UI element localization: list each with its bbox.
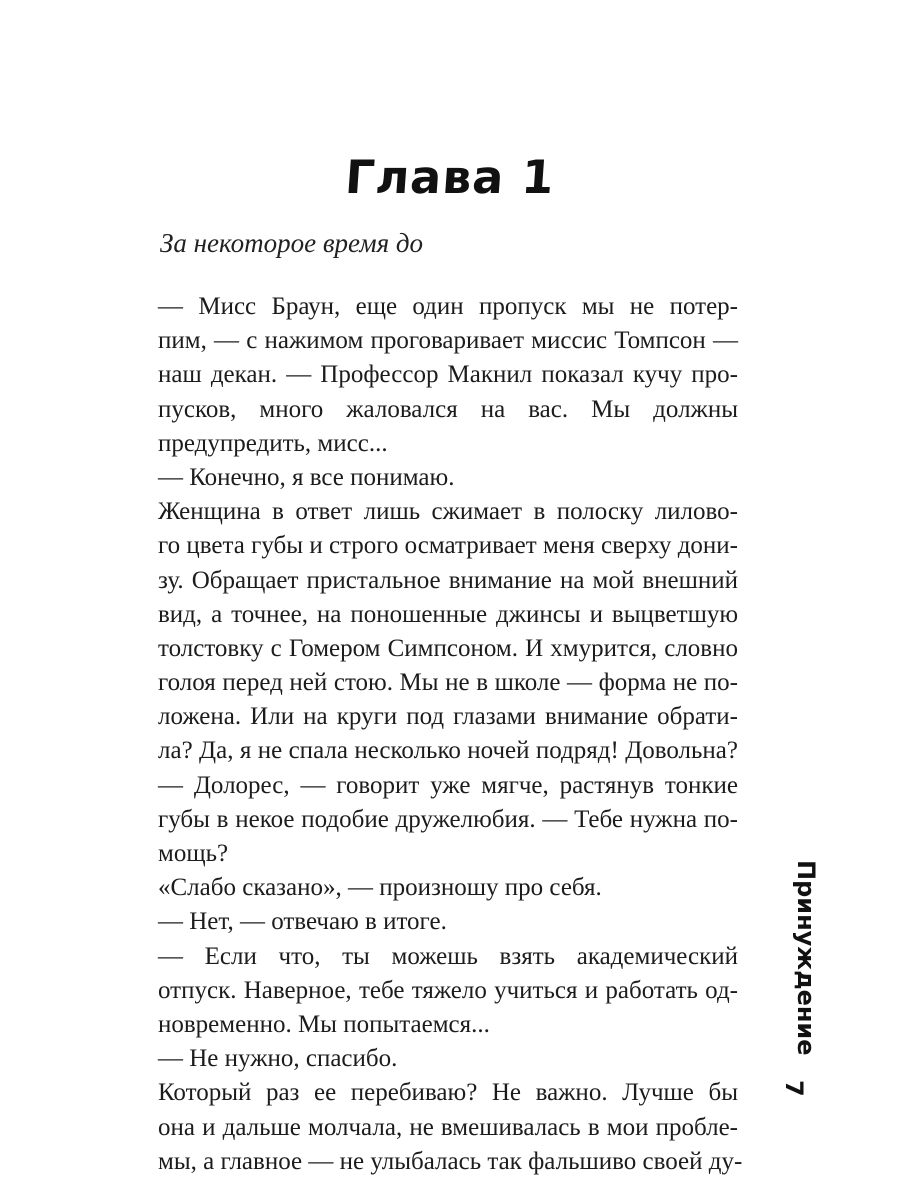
- text-line: отпуск. Наверное, тебе тяжело учиться и работать од-: [158, 976, 738, 1004]
- text-line: — Не нужно, спасибо.: [158, 1045, 398, 1073]
- running-head-text: Принуждение: [792, 860, 820, 1056]
- text-line: пим, — с нажимом проговаривает миссис Томпсон —: [158, 327, 738, 355]
- text-line: голоя перед ней стою. Мы не в школе — форма не по-: [158, 669, 738, 697]
- text-line: ла? Да, я не спала несколько ночей подряд! Довольна?: [158, 737, 738, 765]
- running-head: [786, 860, 826, 1060]
- chapter-title: Глава 1: [343, 150, 557, 204]
- text-line: — Долорес, — говорит уже мягче, растянув тонкие: [158, 771, 738, 799]
- text-line: — Конечно, я все понимаю.: [158, 463, 455, 491]
- text-line: — Нет, — отвечаю в итоге.: [158, 908, 447, 936]
- text-line: предупредить, мисс...: [158, 429, 388, 457]
- text-line: мощь?: [158, 840, 229, 867]
- text-line: губы в некое подобие дружелюбия. — Тебе нужна по-: [158, 805, 738, 833]
- text-line: наш декан. — Профессор Макнил показал кучу про-: [158, 361, 738, 389]
- text-line: Который раз ее перебиваю? Не важно. Лучше бы: [158, 1079, 738, 1107]
- text-line: пусков, много жаловался на вас. Мы должны: [158, 395, 738, 423]
- page-number-text: 7: [780, 1080, 808, 1097]
- body-text: [158, 290, 743, 1179]
- text-line: ложена. Или на круги под глазами внимание обрати-: [158, 703, 738, 731]
- text-line: новременно. Мы попытаемся...: [158, 1010, 490, 1038]
- text-line: толстовку с Гомером Симпсоном. И хмурится, словно: [158, 634, 738, 662]
- text-line: мы, а главное — не улыбалась так фальшиво своей ду-: [158, 1147, 743, 1175]
- page-number: [778, 1080, 818, 1110]
- text-line: зу. Обращает пристальное внимание на мой внешний: [158, 566, 738, 594]
- text-line: вид, а точнее, на поношенные джинсы и выцветшую: [158, 600, 738, 628]
- text-line: — Если что, ты можешь взять академический: [158, 942, 738, 970]
- text-line: Женщина в ответ лишь сжимает в полоску лилово-: [158, 498, 738, 526]
- text-line: «Слабо сказано», — произношу про себя.: [158, 874, 602, 902]
- chapter-epigraph: За некоторое время до: [160, 228, 424, 258]
- text-line: — Мисс Браун, еще один пропуск мы не потер-: [158, 293, 738, 320]
- text-line: го цвета губы и строго осматривает меня сверху дони-: [158, 532, 738, 560]
- text-line: она и дальше молчала, не вмешивалась в мои пробле-: [158, 1113, 738, 1141]
